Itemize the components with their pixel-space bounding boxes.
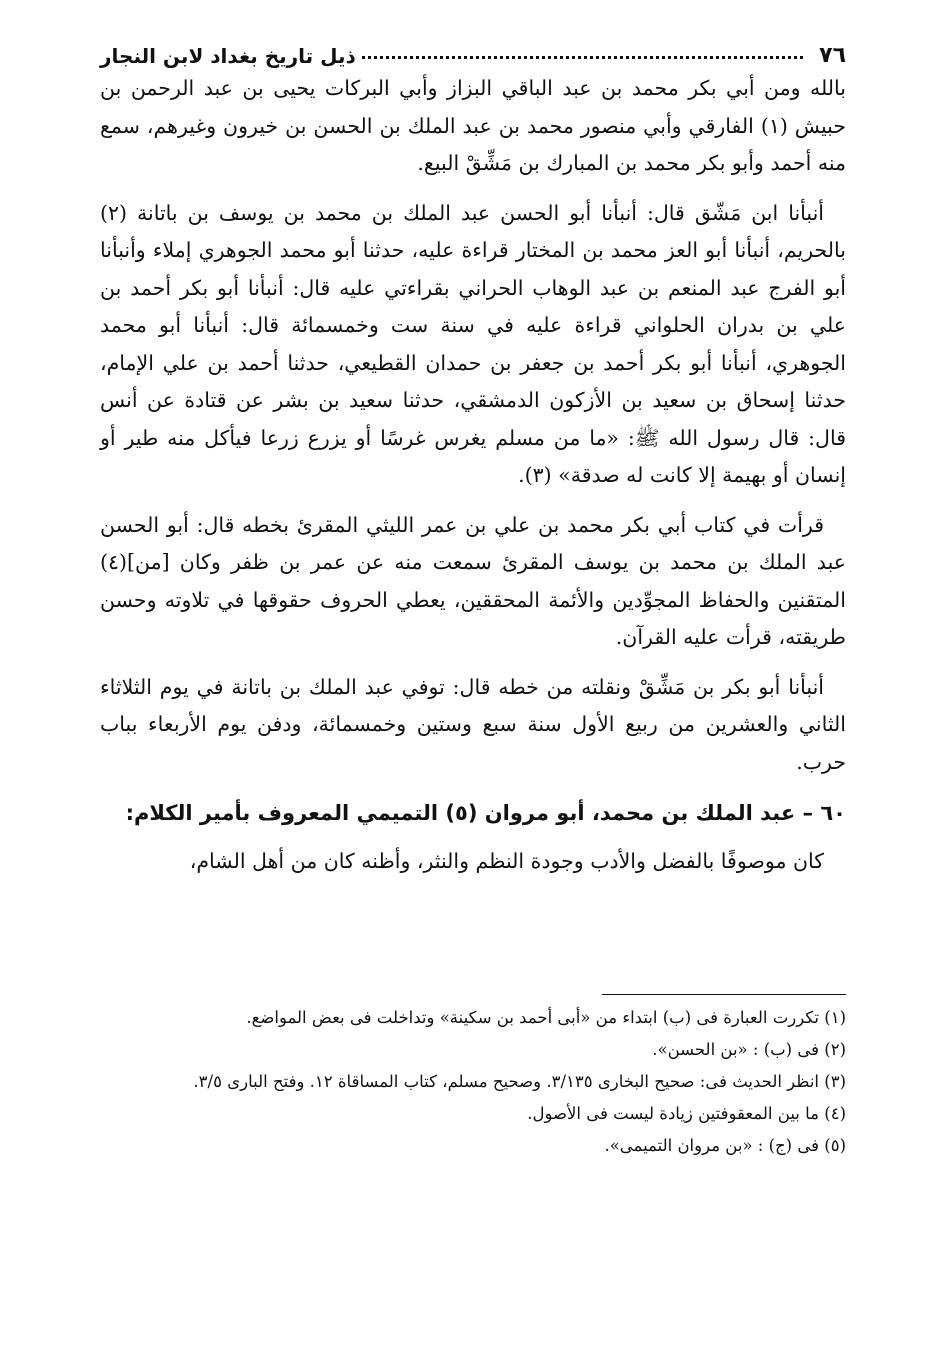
page-number: ٧٦ <box>819 43 846 68</box>
paragraph-3: قرأت في كتاب أبي بكر محمد بن علي بن عمر الليثي المقرئ بخطه قال: أبو الحسن عبد الملك بن محمد بن يوسف المقرئ سمعت منه عن عمر بن ظفر وكان [من](٤) المتقنين والحفاظ المجوِّدين والأئمة المحققين، يعطي الحروف حقوقها في تلاوته وحسن طريقته، قرأت عليه القرآن. <box>100 512 846 649</box>
page-header <box>100 28 846 68</box>
footnote-2: (٢) فى (ب) : «بن الحسن». <box>652 1040 846 1059</box>
paragraph-1: بالله ومن أبي بكر محمد بن عبد الباقي البزاز وأبي البركات يحيى بن عبد الرحمن بن حبيش (١) الفارقي وأبي منصور محمد بن عبد الملك بن الحسن بن خيرون وغيرهم، سمع منه أحمد وأبو بكر محمد بن المبارك بن مَشِّقْ البيع. <box>100 76 846 175</box>
footnote-5: (٥) فى (ج) : «بن مروان التميمى». <box>604 1136 846 1155</box>
footnotes <box>100 1004 846 1164</box>
main-text <box>100 70 846 892</box>
dotted-leader <box>362 56 803 59</box>
footnote-4: (٤) ما بين المعقوفتين زيادة ليست فى الأصول. <box>527 1104 846 1123</box>
footnote-separator <box>602 994 846 995</box>
footnote-1: (١) تكررت العبارة فى (ب) ابتداء من «أبى أحمد بن سكينة» وتداخلت فى بعض المواضع. <box>246 1008 846 1027</box>
running-title: ذيل تاريخ بغداد لابن النجار <box>100 44 356 68</box>
footnote-3: (٣) انظر الحديث فى: صحيح البخارى ٣/١٣٥. وصحيح مسلم، كتاب المساقاة ١٢. وفتح البارى ٣/٥. <box>193 1072 846 1091</box>
paragraph-4: أنبأنا أبو بكر بن مَشِّقْ ونقلته من خطه قال: توفي عبد الملك بن باتانة في يوم الثلاثاء الثاني والعشرين من ربيع الأول سنة سبع وستين وخمسمائة، ودفن يوم الأربعاء بباب حرب. <box>100 674 846 774</box>
paragraph-5: كان موصوفًا بالفضل والأدب وجودة النظم والنثر، وأظنه كان من أهل الشام، <box>189 848 824 873</box>
entry-heading: ٦٠ – عبد الملك بن محمد، أبو مروان (٥) التميمي المعروف بأمير الكلام: <box>125 801 846 825</box>
paragraph-2: أنبأنا ابن مَشّق قال: أنبأنا أبو الحسن عبد الملك بن محمد بن يوسف بن باتانة (٢) بالحريم، أنبأنا أبو العز محمد بن المختار قراءة عليه، حدثنا أبو محمد الجوهري إملاء وأنبأنا أبو الفرج عبد المنعم بن عبد الوهاب الحراني بقراءتي عليه قال: أنبأنا أبو بكر أحمد بن علي بن بدران الحلواني قراءة عليه في سنة ست وخمسمائة قال: أنبأنا أبو محمد الجوهري، أنبأنا أبو بكر أحمد بن جعفر بن حمدان القطيعي، حدثنا أحمد بن علي الإمام، حدثنا إسحاق بن سعيد بن الأزكون الدمشقي، حدثنا سعيد بن بشر عن قتادة عن أنس قال: قال رسول الله ﷺ: «ما من مسلم يغرس غرسًا أو يزرع زرعا فيأكل منه طير أو إنسان أو بهيمة إلا كانت له صدقة» (٣). <box>100 200 846 487</box>
